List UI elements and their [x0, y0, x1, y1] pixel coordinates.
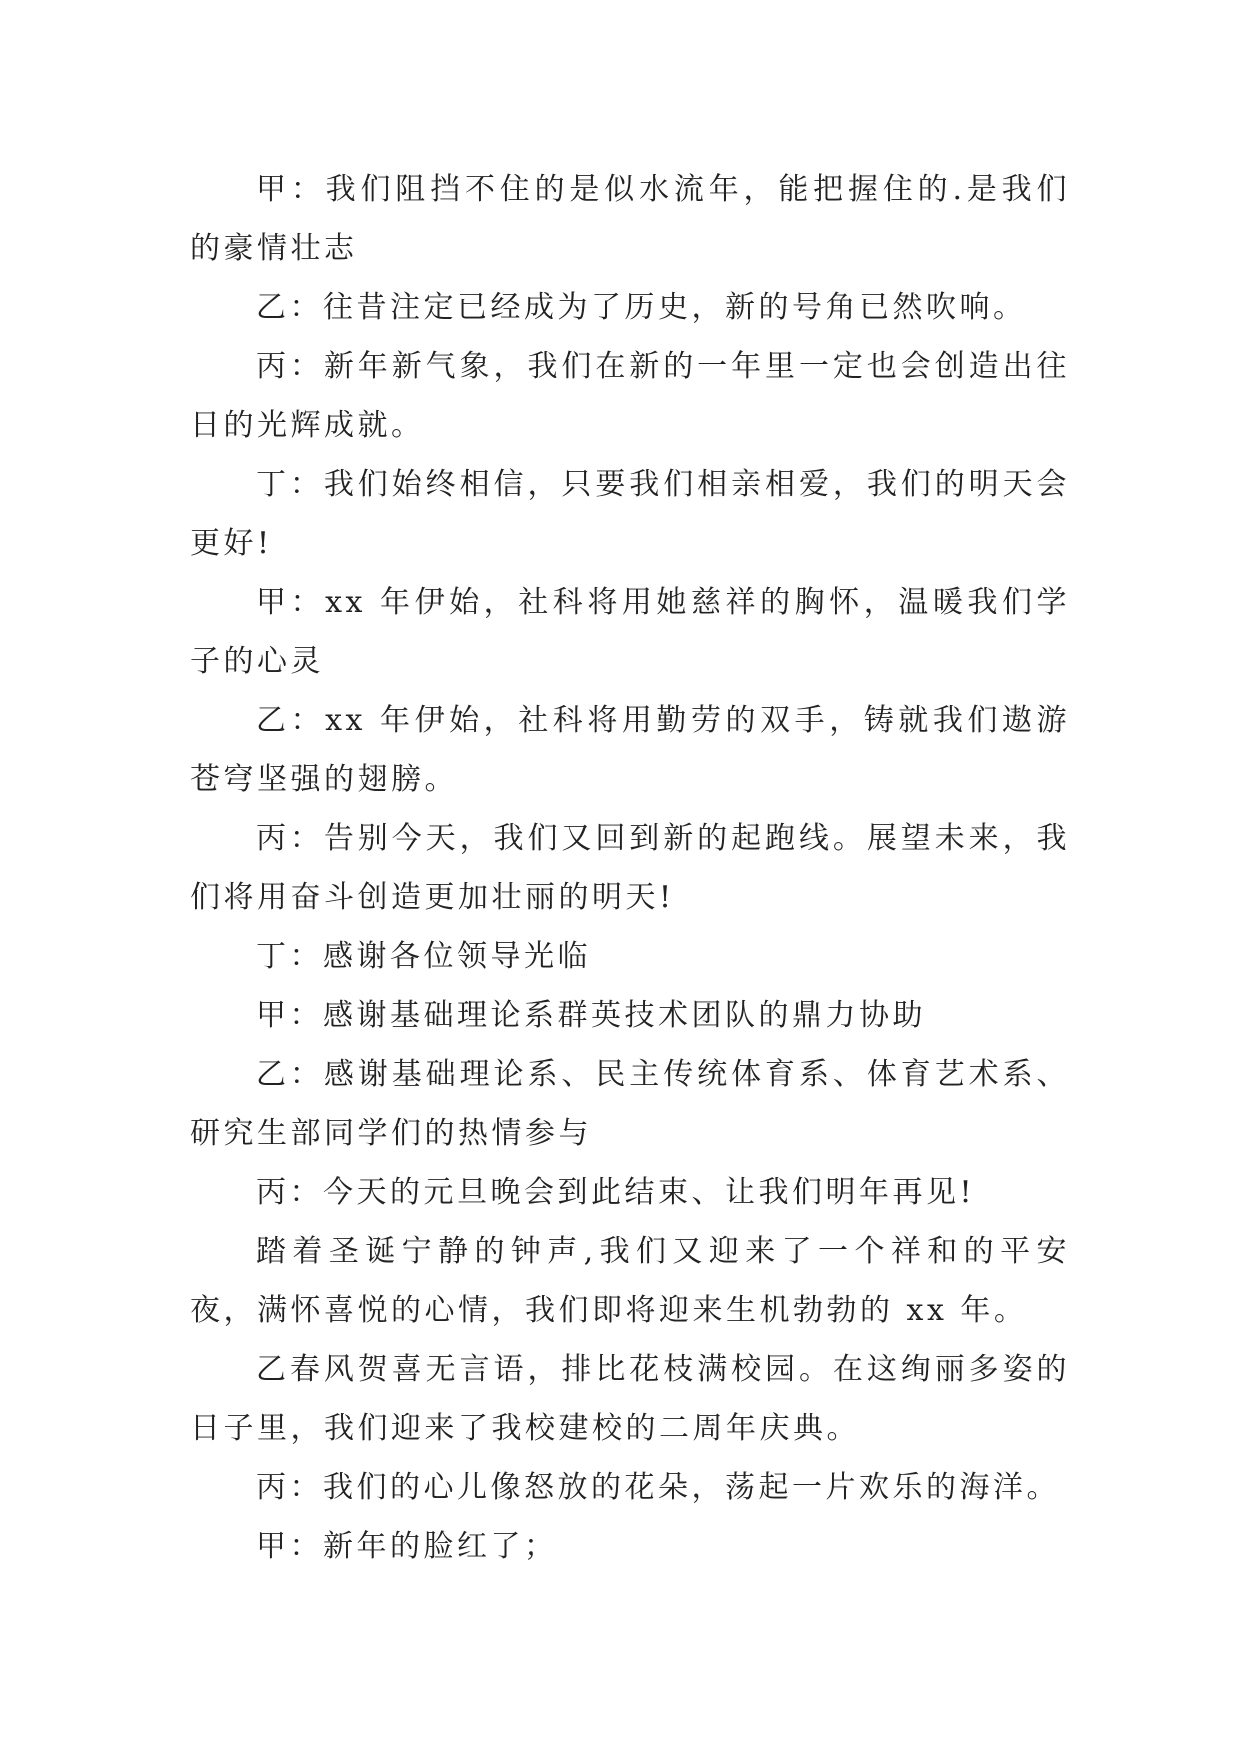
paragraph: 乙：xx 年伊始，社科将用勤劳的双手，铸就我们遨游苍穹坚强的翅膀。	[190, 703, 1070, 797]
paragraph: 踏着圣诞宁静的钟声,我们又迎来了一个祥和的平安夜，满怀喜悦的心情，我们即将迎来生机勃勃的 xx 年。	[190, 1234, 1070, 1328]
paragraph: 丁：感谢各位领导光临	[256, 939, 591, 974]
paragraph: 乙：感谢基础理论系、民主传统体育系、体育艺术系、研究生部同学们的热情参与	[190, 1057, 1070, 1151]
paragraph: 丙：告别今天，我们又回到新的起跑线。展望未来，我们将用奋斗创造更加壮丽的明天!	[190, 821, 1070, 915]
paragraph: 丙：我们的心儿像怒放的花朵，荡起一片欢乐的海洋。	[256, 1470, 1060, 1505]
document-body	[190, 160, 1070, 1576]
paragraph: 乙春风贺喜无言语，排比花枝满校园。在这绚丽多姿的日子里，我们迎来了我校建校的二周年庆典。	[190, 1352, 1070, 1446]
paragraph: 甲：xx 年伊始，社科将用她慈祥的胸怀，温暖我们学子的心灵	[190, 585, 1070, 679]
paragraph: 丁：我们始终相信，只要我们相亲相爱，我们的明天会更好!	[190, 467, 1070, 561]
paragraph: 丙：新年新气象，我们在新的一年里一定也会创造出往日的光辉成就。	[190, 349, 1070, 443]
paragraph: 甲：我们阻挡不住的是似水流年，能把握住的.是我们的豪情壮志	[190, 172, 1070, 266]
paragraph: 甲：新年的脸红了；	[256, 1529, 558, 1564]
paragraph: 丙：今天的元旦晚会到此结束、让我们明年再见!	[256, 1175, 976, 1210]
paragraph: 甲：感谢基础理论系群英技术团队的鼎力协助	[256, 998, 926, 1033]
paragraph: 乙：往昔注定已经成为了历史，新的号角已然吹响。	[256, 290, 1027, 325]
